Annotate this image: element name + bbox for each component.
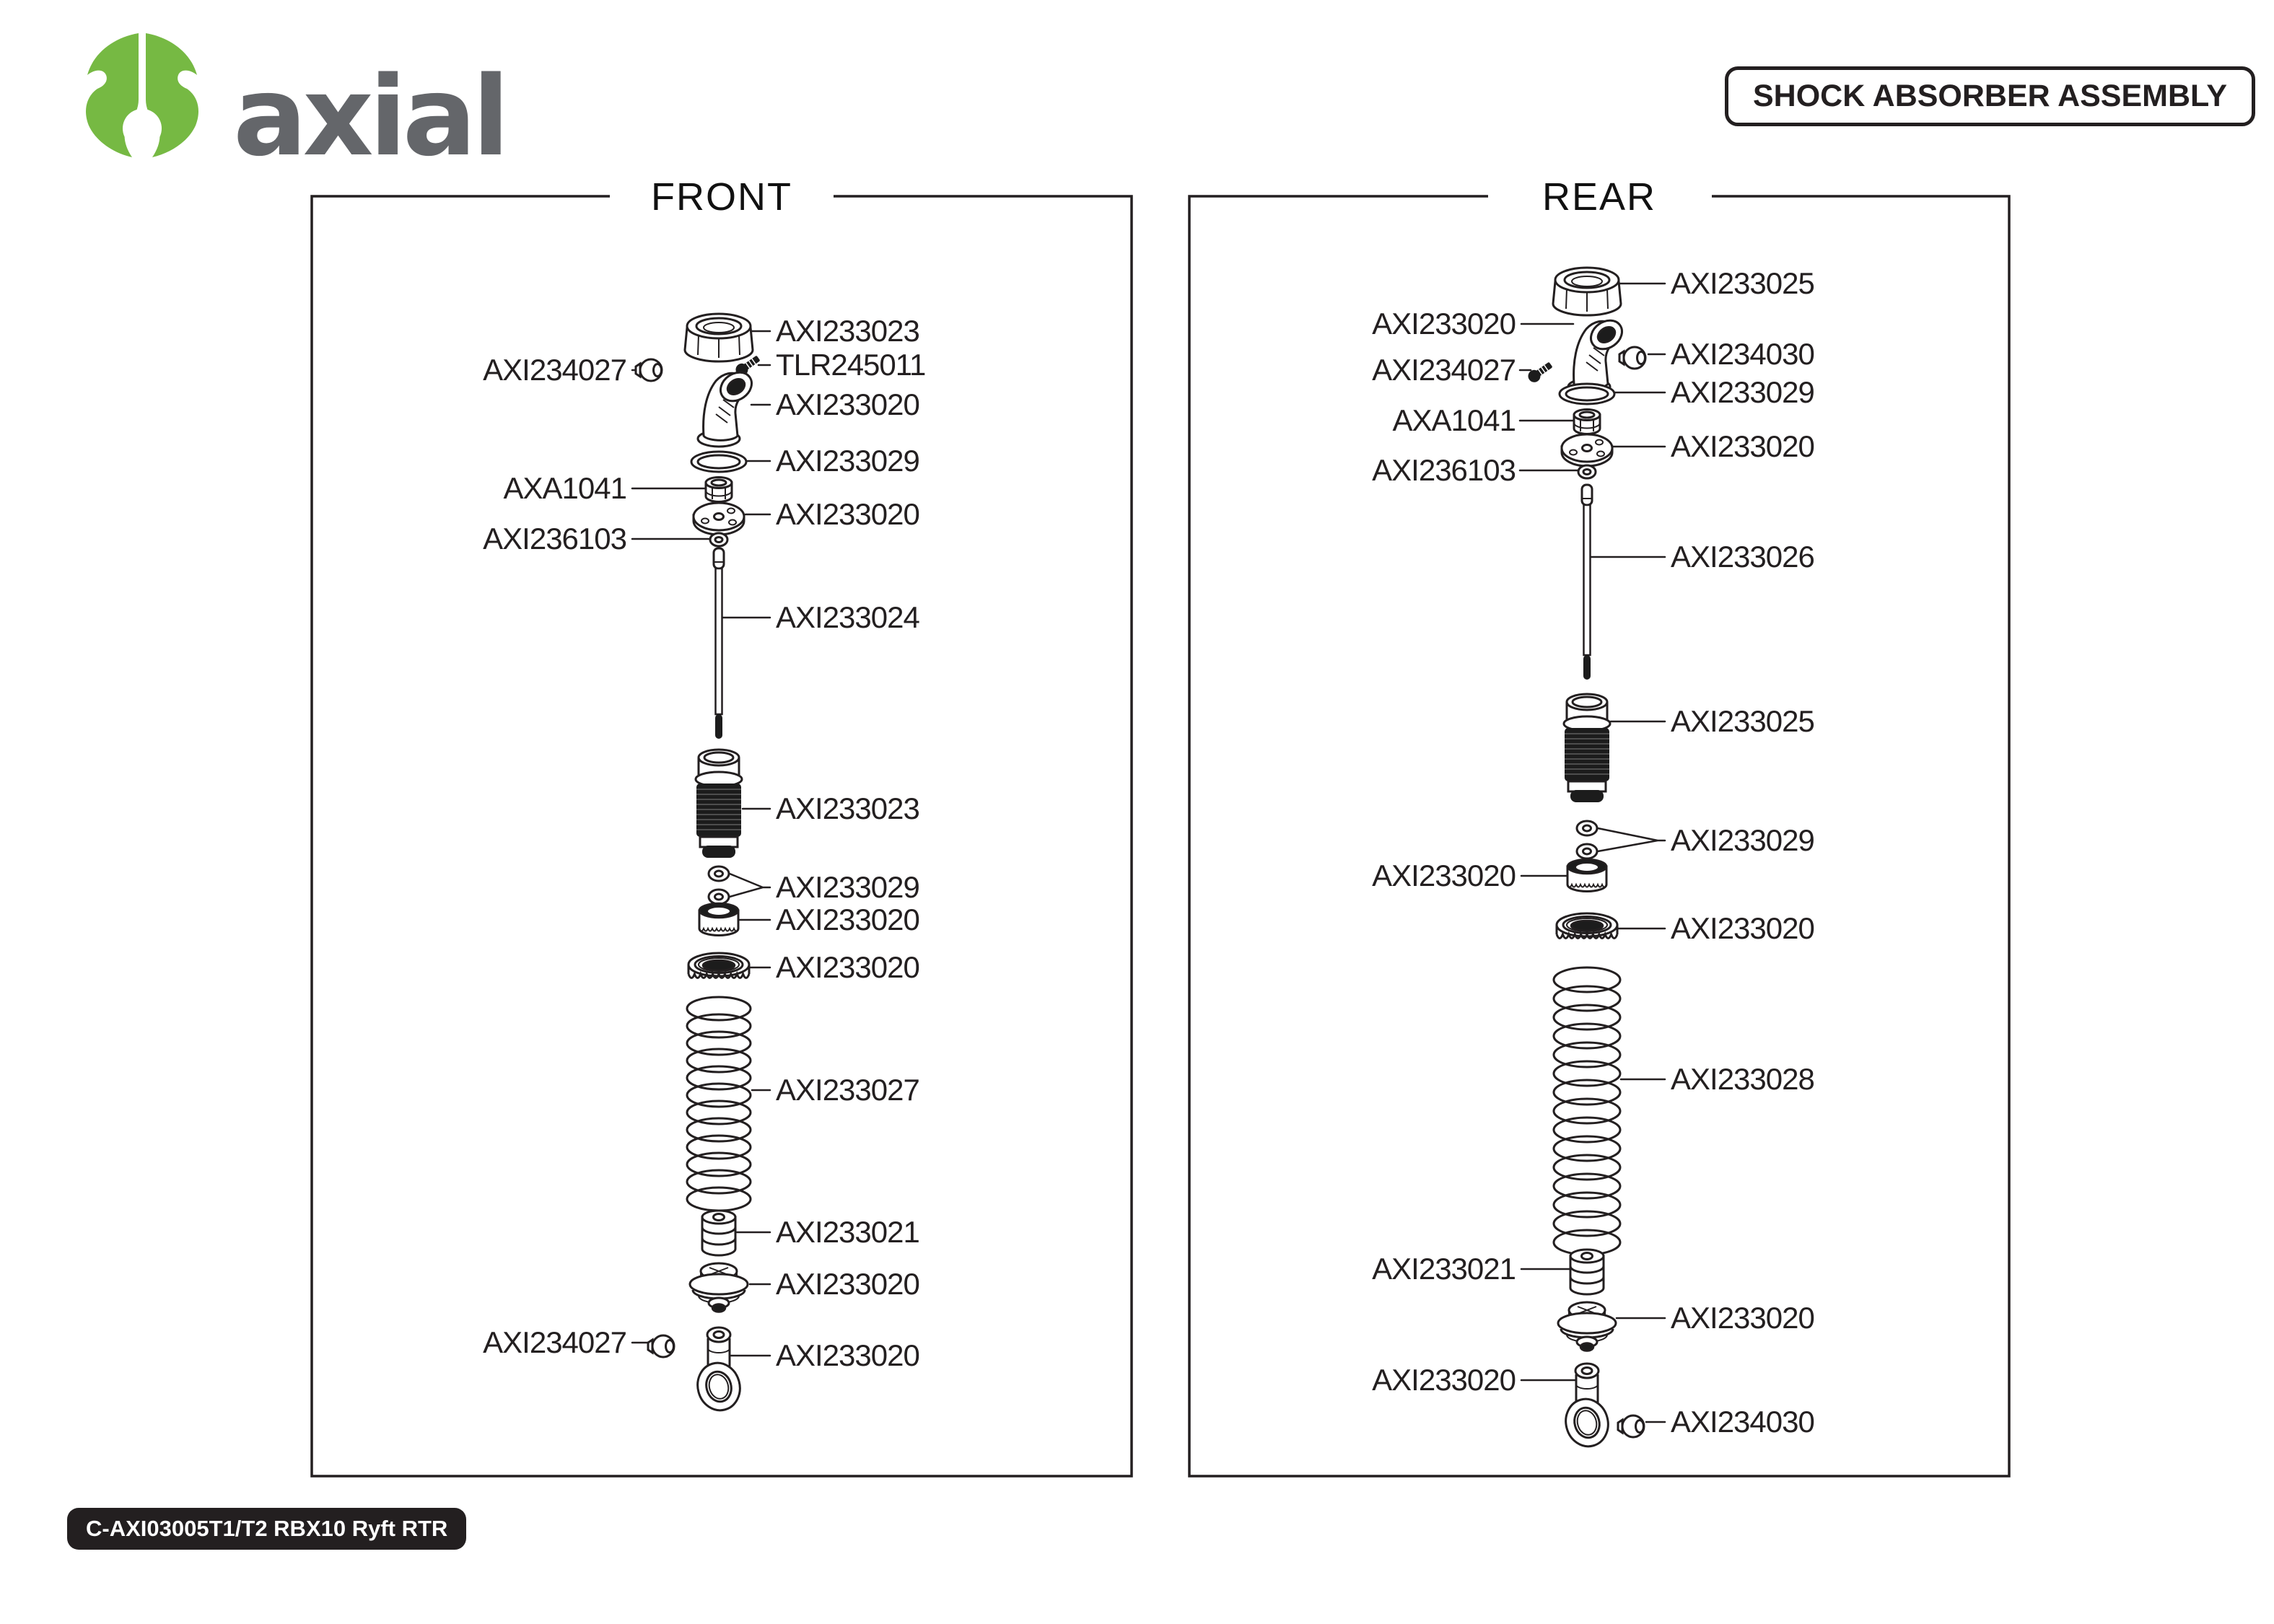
sheet-title: SHOCK ABSORBER ASSEMBLY (1725, 66, 2255, 126)
front-panel-title: FRONT (651, 175, 792, 219)
part-label: AXI233020 (1372, 1363, 1516, 1397)
rear-shaft-illustration (1582, 485, 1592, 680)
front-ring-nut-illustration (688, 953, 749, 978)
part-label: AXI233020 (776, 903, 919, 936)
rear-oring-illustration (1560, 384, 1614, 404)
front-shock-body-illustration (696, 750, 742, 858)
part-label: AXI233028 (1671, 1062, 1814, 1096)
rear-cap-illustration (1553, 268, 1621, 315)
rear-ball-stud-illustration (1619, 347, 1645, 369)
front-rod-end-upper-illustration (698, 367, 757, 447)
part-label: AXI233029 (1671, 375, 1814, 409)
front-spring-illustration (687, 997, 751, 1211)
rear-ball-stud-lower-illustration (1618, 1415, 1644, 1437)
part-label: AXI234027 (483, 353, 626, 387)
kit-code-badge: C-AXI03005T1/T2 RBX10 Ryft RTR (67, 1508, 466, 1550)
part-label: AXI233020 (776, 950, 919, 984)
rear-oring-small-1-illustration (1577, 821, 1597, 835)
part-label: AXI233020 (1372, 307, 1516, 341)
part-label: AXI234030 (1671, 337, 1814, 371)
part-label: AXA1041 (1392, 403, 1516, 437)
rear-nut-illustration (1574, 410, 1600, 434)
rear-spring-illustration (1554, 967, 1620, 1255)
front-oring-small-2-illustration (709, 890, 729, 904)
part-label: AXI234027 (1372, 353, 1516, 387)
axial-brand-wordmark: axial (233, 53, 506, 180)
part-label: AXI233023 (776, 791, 919, 825)
part-label: AXI233029 (776, 870, 919, 904)
rear-rod-end-lower-illustration (1560, 1364, 1613, 1451)
rear-spring-retainer-illustration (1558, 1302, 1616, 1351)
front-piston-illustration (694, 503, 744, 535)
part-label: AXI234030 (1671, 1405, 1814, 1439)
rear-shock-body-illustration (1564, 694, 1610, 802)
part-label: AXI234027 (483, 1325, 626, 1359)
rear-panel-title: REAR (1541, 175, 1657, 219)
part-label: AXI233029 (1671, 823, 1814, 857)
front-rod-end-lower-illustration (692, 1327, 745, 1415)
front-ball-stud-lower-illustration (648, 1335, 674, 1357)
part-label: AXI233020 (1671, 911, 1814, 945)
part-label: AXI233020 (1372, 859, 1516, 892)
part-label: AXI233020 (776, 1338, 919, 1372)
front-tiny-oring-illustration (710, 533, 727, 546)
front-spring-retainer-illustration (690, 1263, 748, 1312)
part-label: AXI233029 (776, 444, 919, 478)
rear-spring-cup-illustration (1570, 1250, 1604, 1294)
front-oring-small-1-illustration (709, 866, 729, 881)
part-label: AXI233027 (776, 1073, 919, 1107)
rear-panel (1189, 173, 2009, 1476)
front-shock-parts (636, 314, 762, 1415)
part-label: AXI233021 (1372, 1252, 1516, 1286)
front-seal-cup-illustration (699, 903, 738, 936)
front-oring-illustration (691, 452, 746, 472)
front-ball-stud-illustration (636, 359, 662, 381)
part-label: AXI233020 (1671, 1301, 1814, 1335)
rear-piston-illustration (1562, 434, 1612, 466)
part-label: AXI233020 (776, 387, 919, 421)
rear-ring-nut-illustration (1557, 913, 1617, 939)
rear-tiny-oring-illustration (1578, 465, 1596, 478)
part-label: AXI233020 (776, 497, 919, 531)
part-label: AXI233024 (776, 600, 919, 634)
front-nut-illustration (706, 478, 732, 502)
front-cap-illustration (685, 314, 753, 361)
rear-seal-cup-illustration (1567, 859, 1606, 892)
part-label: AXI236103 (483, 522, 626, 556)
part-label: AXI236103 (1372, 453, 1516, 487)
part-label: TLR245011 (776, 348, 926, 382)
part-label: AXI233026 (1671, 540, 1814, 574)
rear-shock-parts (1526, 268, 1645, 1451)
front-shaft-illustration (714, 548, 724, 739)
part-label: AXI233023 (776, 314, 919, 348)
rear-screw-illustration (1526, 359, 1554, 385)
part-label: AXA1041 (503, 471, 626, 505)
part-label: AXI233021 (776, 1215, 919, 1249)
part-label: AXI233025 (1671, 704, 1814, 738)
rear-oring-small-2-illustration (1577, 844, 1597, 859)
part-label: AXI233020 (1671, 429, 1814, 463)
front-spring-cup-illustration (702, 1211, 735, 1255)
front-panel (312, 173, 1132, 1476)
part-label: AXI233020 (776, 1267, 919, 1301)
part-label: AXI233025 (1671, 266, 1814, 300)
